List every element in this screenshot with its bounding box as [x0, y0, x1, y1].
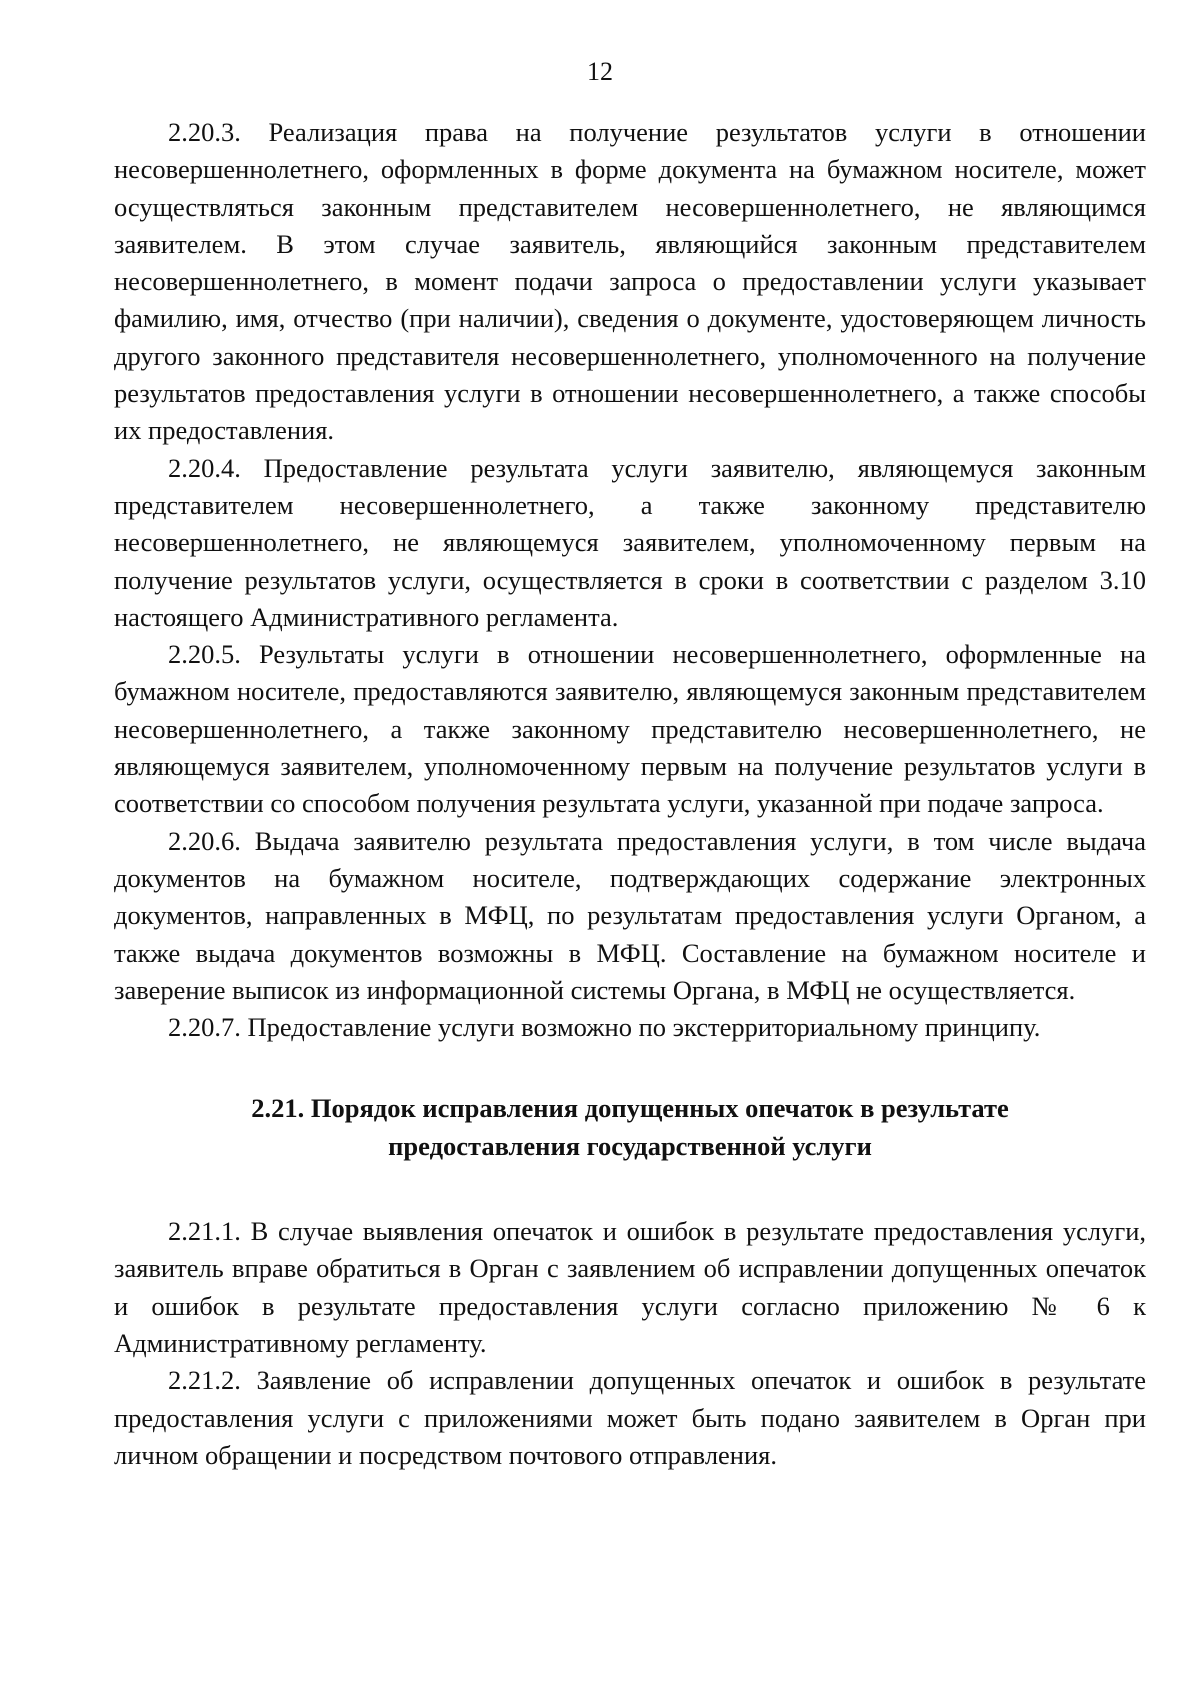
paragraph-2-20-4: 2.20.4. Предоставление результата услуги заявителю, являющемуся законным представителем несовершеннолетнего, а также законному представителю несовершеннолетнего, не являющемуся заявителем, уполномоченному первым на получение результатов услуги, осуществляется в сроки в соответствии с разделом 3.10 настоящего Административного регламента. — [114, 452, 1146, 632]
section-heading-line-2: предоставления государственной услуги — [388, 1130, 872, 1161]
paragraph-2-20-6: 2.20.6. Выдача заявителю результата предоставления услуги, в том числе выдача документов на бумажном носителе, подтверждающих содержание электронных документов, направленных в МФЦ, по результатам предоставления услуги Органом, а также выдача документов возможны в МФЦ. Составление на бумажном носителе и заверение выписок из информационной системы Органа, в МФЦ не осуществляется. — [114, 825, 1146, 1005]
paragraph-2-21-1: 2.21.1. В случае выявления опечаток и ошибок в результате предоставления услуги, заявитель вправе обратиться в Орган с заявлением об исправлении допущенных опечаток и ошибок в результате предоставления услуги согласно приложению № 6 к Административному регламенту. — [114, 1216, 1146, 1358]
paragraph-2-20-3: 2.20.3. Реализация права на получение результатов услуги в отношении несовершеннолетнего, оформленных в форме документа на бумажном носителе, может осуществляться законным представителем несовершеннолетнего, не являющимся заявителем. В этом случае заявитель, являющийся законным представителем несовершеннолетнего, в момент подачи запроса о предоставлении услуги указывает фамилию, имя, отчество (при наличии), сведения о документе, удостоверяющем личность другого законного представителя несовершеннолетнего, уполномоченного на получение результатов предоставления услуги в отношении несовершеннолетнего, а также способы их предоставления. — [114, 117, 1146, 446]
paragraph-2-20-7: 2.20.7. Предоставление услуги возможно по экстерриториальному принципу. — [168, 1012, 1041, 1043]
document-body — [114, 114, 1146, 1474]
paragraph-2-21-2: 2.21.2. Заявление об исправлении допущенных опечаток и ошибок в результате предоставления услуги с приложениями может быть подано заявителем в Орган при личном обращении и посредством почтового отправления. — [114, 1365, 1146, 1470]
section-heading-line-1: 2.21. Порядок исправления допущенных опечаток в результате — [251, 1093, 1009, 1124]
section-heading-2-21 — [114, 1090, 1146, 1165]
page-number: 12 — [587, 57, 613, 86]
paragraph-2-20-5: 2.20.5. Результаты услуги в отношении несовершеннолетнего, оформленные на бумажном носителе, предоставляются заявителю, являющемуся законным представителем несовершеннолетнего, а также законному представителю несовершеннолетнего, не являющемуся заявителем, уполномоченному первым на получение результатов услуги в соответствии со способом получения результата услуги, указанной при подаче запроса. — [114, 639, 1146, 819]
